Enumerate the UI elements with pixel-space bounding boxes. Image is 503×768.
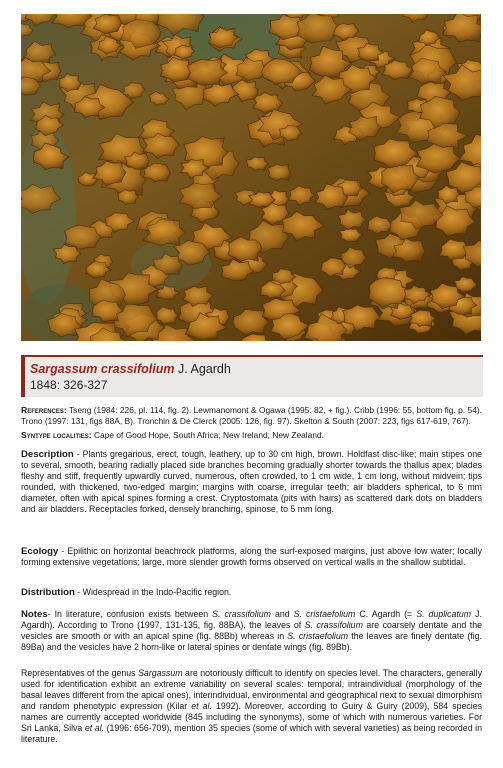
notes-paragraph (21, 609, 482, 653)
notes-text: J. Agardh). According to Trono (1997, 131-135, fig. 88BA), the leaves of (21, 609, 482, 630)
notes-species: S. crassifolium (304, 620, 363, 630)
notes-text: (1996: 656-709), mention 35 species (some of which with several varieties) as being recorded in literature. (21, 723, 482, 744)
notes-genus: Sargassum (138, 668, 183, 678)
syntype-text: Cape of Good Hope, South Africa; New Ireland; New Zealand. (93, 430, 324, 440)
description-paragraph (21, 449, 482, 515)
notes-text: 1992). Moreover, according to Guiry & Guiry (2009), 584 species names are currently accepted worldwide (845 including the synonyms), some of which with numerous varieties. For Sri Lanka, Silva (21, 701, 482, 733)
species-author: J. Agardh (178, 362, 231, 376)
species-citation: 1848: 326-327 (30, 378, 108, 392)
references-paragraph (21, 405, 482, 426)
species-name: Sargassum crassifolium (30, 362, 175, 376)
title-accent-bar (21, 357, 25, 397)
seaweed-photo (21, 14, 481, 341)
notes-label: Notes (21, 609, 48, 620)
notes-text: are notoriously difficult to identify on species level. The characters, generally used for identification exhibit an extreme variability on several scales: temporal, intraindividual (morphology of the basal leaves different from the apical ones), interindividual, environmental and geographical next to sexual dimorphism and random phenotypic expression (Kilar (21, 668, 482, 711)
ecology-label: Ecology (21, 546, 59, 557)
notes-etal: et al. (191, 701, 212, 711)
distribution-paragraph (21, 587, 482, 598)
ecology-text: - Epilithic on horizontal beachrock platforms, along the surf-exposed margins, just above low water; locally forming extensive vegetations; large, more slender growth forms observed on vertical walls in the shallow subtidal. (21, 546, 482, 567)
syntype-paragraph (21, 430, 482, 441)
notes-text: are coarsely dentate and the vesicles are smooth or with an apical spine (fig. 88Bb) whereas in (21, 620, 483, 641)
notes-paragraph-2 (21, 668, 482, 745)
notes-species: S. cristaefolium (287, 631, 349, 641)
notes-text: C. Agardh (= (355, 609, 417, 619)
notes-species: S. duplicatum (416, 609, 472, 619)
distribution-label: Distribution (21, 587, 75, 598)
notes-species: S. crassifolium (212, 609, 271, 619)
notes-text: and (270, 609, 294, 619)
notes-text: - In literature, confusion exists between (47, 609, 213, 619)
syntype-label: Syntype localities: (21, 430, 92, 440)
notes-species: S. cristaefolium (293, 609, 356, 619)
references-label: References: (21, 405, 67, 415)
ecology-paragraph (21, 546, 482, 568)
description-label: Description (21, 449, 74, 460)
notes-text: Representatives of the genus (21, 668, 139, 678)
species-title (30, 362, 231, 376)
distribution-text: - Widespread in the Indo-Pacific region. (77, 587, 232, 597)
references-text: Tseng (1984: 226, pl. 114, fig. 2). Lewmanomont & Ogawa (1995: 82, + fig.). Cribb (1996: 55, bottom fig. p. 54). Trono (1997: 131, figs 88A, B). Tronchin & De Clerck (2005: 126, fig. 97). Skelton & South (2007: 223, figs 617-619, 767). (21, 405, 482, 426)
notes-etal: et al. (84, 723, 105, 733)
notes-text: the leaves are finely dentate (fig. 89Ba) and the vesicles have 2 horn-like or lateral spines or dentate wings (fig. 89Bb). (21, 631, 482, 652)
description-text: - Plants gregarious, erect, tough, leathery, up to 30 cm high, brown. Holdfast disc-like; main stipes one to several, smooth, bearing radially placed side branches becoming gradually shorter towards the thallus apex; blades fleshy and stiff, frequently upwardly curved, numerous, often crowded, to 1 cm wide, 1 cm long, without midvein; tips rounded, with thickened, two-edged margin; margins with coarse, irregular teeth; air bladders spherical, to 6 mm diameter, often with apical spines forming a crest. Cryptostomata (pits with hairs) as scattered dark dots on bladders and air bladders. Receptacles forked, densely branching, spinose, to 5 mm long. (21, 449, 482, 514)
